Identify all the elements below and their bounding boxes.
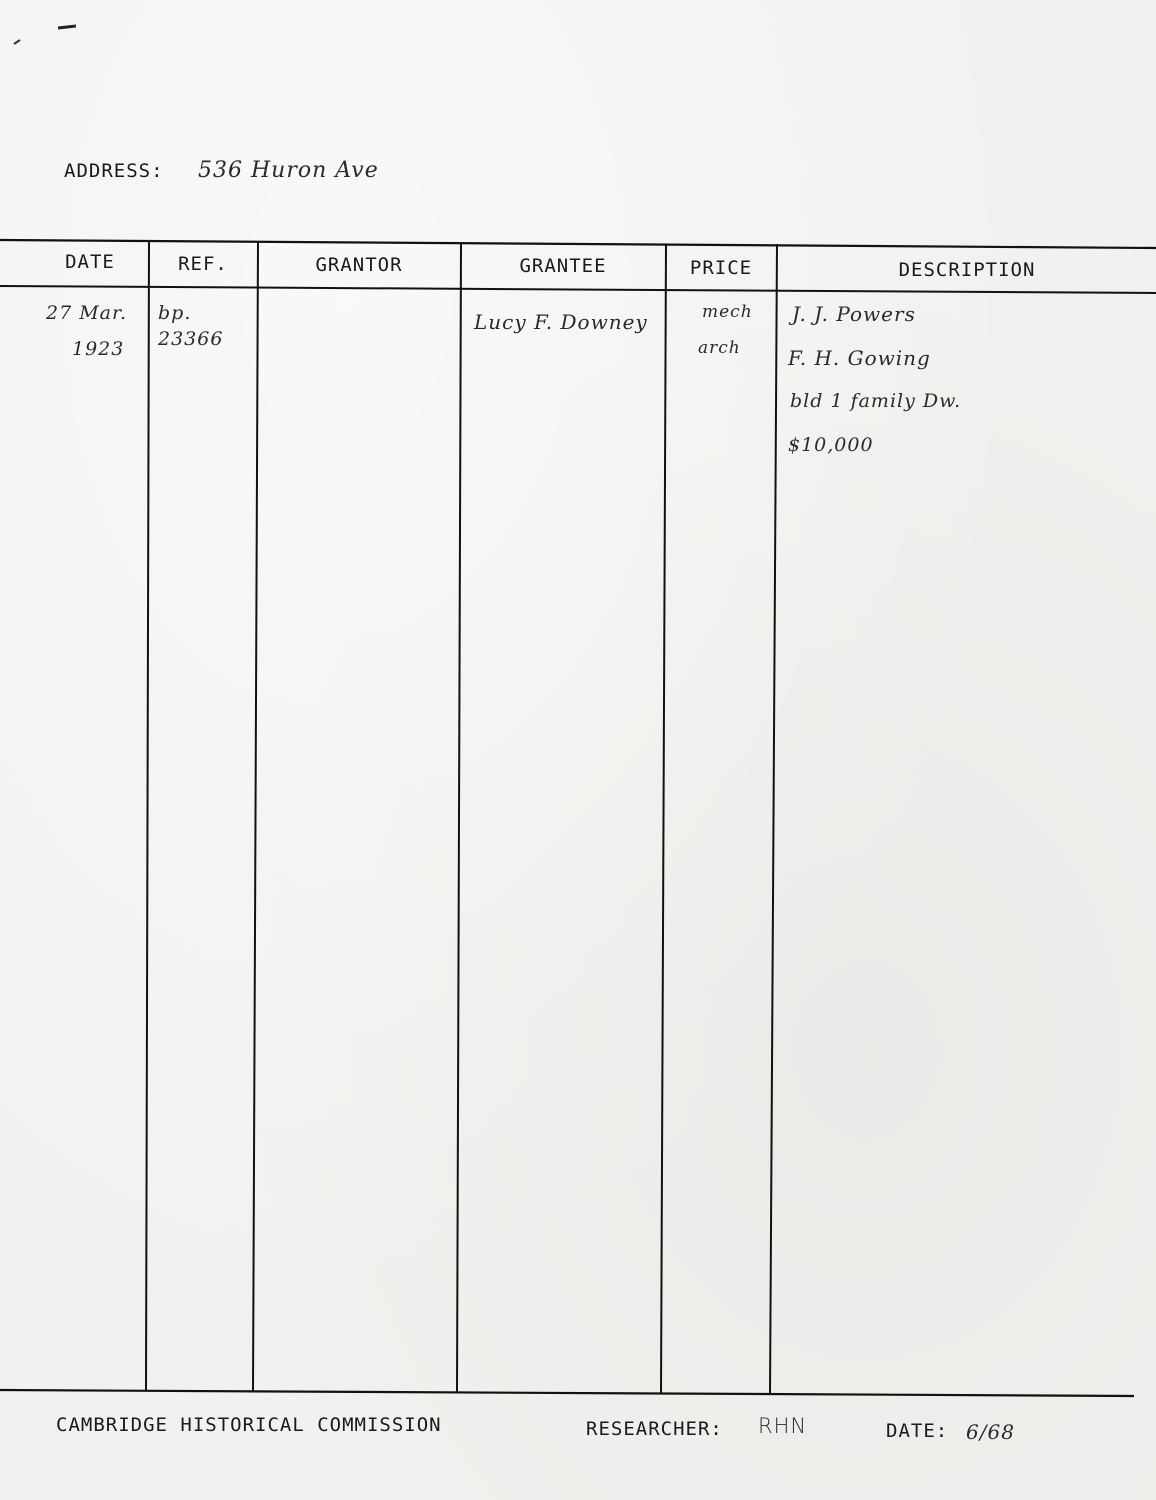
row-description-line1: J. J. Powers bbox=[792, 302, 916, 326]
col-sep-1 bbox=[146, 241, 149, 1391]
column-header-price: PRICE bbox=[689, 257, 753, 279]
footer-researcher-value: RHN bbox=[758, 1414, 808, 1438]
column-header-ref: REF. bbox=[178, 253, 228, 275]
grid-header-line bbox=[0, 286, 1156, 293]
row-grantee: Lucy F. Downey bbox=[474, 310, 648, 334]
col-sep-2 bbox=[253, 241, 258, 1391]
column-header-grantor: GRANTOR bbox=[315, 254, 403, 276]
row-date-line2: 1923 bbox=[72, 338, 125, 360]
row-date-line1: 27 Mar. bbox=[46, 302, 128, 324]
row-price-line1: mech bbox=[702, 302, 753, 322]
row-price-line2: arch bbox=[698, 338, 741, 358]
grid-footer-line bbox=[0, 1390, 1134, 1396]
footer-date-value: 6/68 bbox=[966, 1420, 1015, 1444]
column-header-date: DATE bbox=[65, 251, 115, 273]
col-sep-5 bbox=[770, 244, 777, 1394]
col-sep-4 bbox=[661, 244, 666, 1393]
row-description-line2: F. H. Gowing bbox=[788, 346, 931, 370]
footer-organization: CAMBRIDGE HISTORICAL COMMISSION bbox=[56, 1414, 442, 1436]
row-description-line3: bld 1 family Dw. bbox=[790, 390, 962, 412]
address-label: ADDRESS: bbox=[64, 160, 164, 182]
footer-date-label: DATE: bbox=[886, 1420, 949, 1442]
footer-researcher-label: RESEARCHER: bbox=[586, 1418, 723, 1440]
column-header-description: DESCRIPTION bbox=[898, 259, 1036, 281]
col-sep-3 bbox=[457, 242, 461, 1392]
column-header-grantee: GRANTEE bbox=[519, 255, 607, 277]
address-value: 536 Huron Ave bbox=[198, 158, 379, 183]
row-ref-line2: 23366 bbox=[158, 328, 224, 350]
row-description-line4: $10,000 bbox=[788, 434, 874, 456]
grid-top-line bbox=[0, 240, 1156, 248]
row-ref-line1: bp. bbox=[158, 302, 192, 324]
